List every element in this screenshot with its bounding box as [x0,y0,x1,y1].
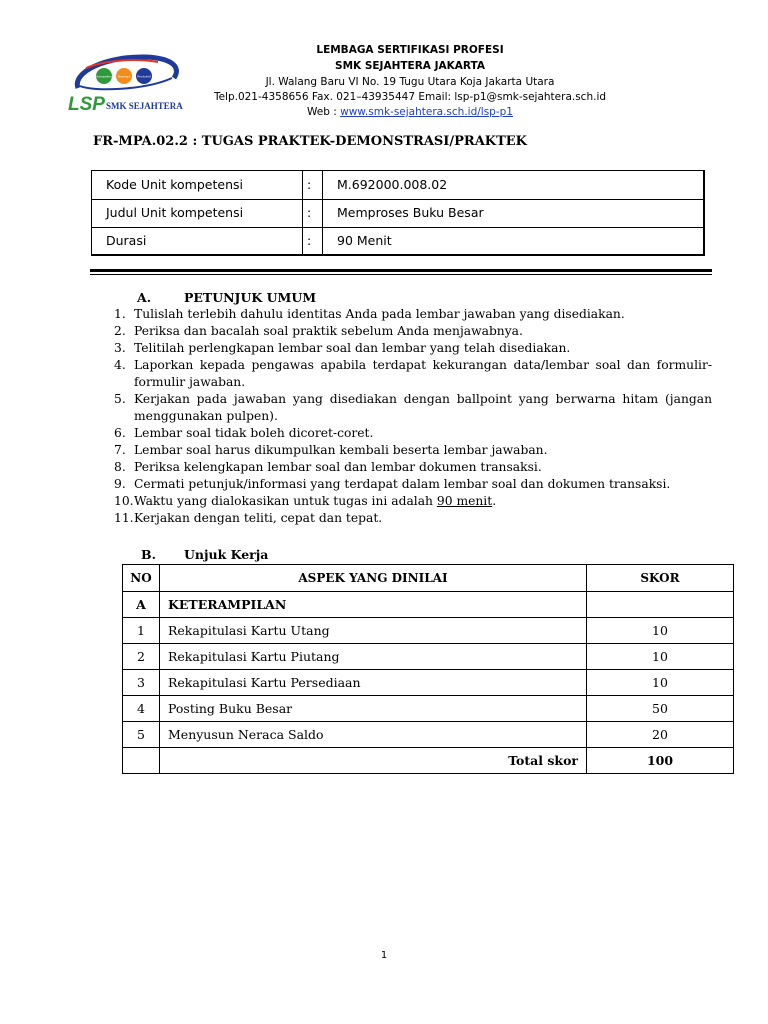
instruction-item [114,306,712,323]
instruction-number: 5. [114,392,126,406]
table-row [123,644,734,670]
total-label: Total skor [160,748,587,774]
instruction-item [114,357,712,391]
row-no: 1 [123,618,160,644]
instruction-item [114,391,712,425]
header-web-label: Web : [307,106,341,118]
divider-rule-thick [90,269,712,272]
instruction-text: Periksa kelengkapan lembar soal dan lembar dokumen transaksi. [134,460,542,474]
col-header-skor: SKOR [587,565,734,592]
instruction-item [114,476,712,493]
row-no: 2 [123,644,160,670]
row-skor: 10 [587,670,734,696]
total-value: 100 [587,748,734,774]
info-row-kode [92,171,703,200]
row-no: 3 [123,670,160,696]
row-no: 4 [123,696,160,722]
instruction-text [134,493,712,510]
info-label: Judul Unit kompetensi [106,205,244,220]
col-header-aspek: ASPEK YANG DINILAI [160,565,587,592]
section-a-letter: A. [137,290,152,305]
row-skor: 10 [587,644,734,670]
instruction-number: 3. [114,341,126,355]
row-aspek: Rekapitulasi Kartu Piutang [160,644,587,670]
group-label: KETERAMPILAN [160,592,587,618]
instruction-number: 8. [114,460,126,474]
table-total-row [123,748,734,774]
instruction-number: 2. [114,324,126,338]
section-b-title: Unjuk Kerja [184,547,269,562]
unit-info-table [91,170,705,256]
row-skor: 20 [587,722,734,748]
col-header-no: NO [123,565,160,592]
instruction-item [114,323,712,340]
total-no [123,748,160,774]
table-group-row [123,592,734,618]
instruction-text: Tulislah terlebih dahulu identitas Anda pada lembar jawaban yang disediakan. [134,307,625,321]
header-web [160,104,660,120]
row-aspek: Menyusun Neraca Saldo [160,722,587,748]
row-no: 5 [123,722,160,748]
instruction-number: 11. [114,511,134,525]
instruction-number: 4. [114,358,126,372]
instruction-text: Periksa dan bacalah soal praktik sebelum Anda menjawabnya. [134,324,523,338]
header-web-link[interactable]: www.smk-sejahtera.sch.id/lsp-p1 [340,106,513,118]
info-colon: : [307,177,312,192]
info-value: Memproses Buku Besar [337,205,484,220]
info-label: Durasi [106,233,147,248]
instruction-item [114,425,712,442]
table-header-row [123,565,734,592]
row-skor: 10 [587,618,734,644]
instruction-text: Telitilah perlengkapan lembar soal dan lembar yang telah disediakan. [134,341,571,355]
logo-school-text: SMK SEJAHTERA [106,101,183,111]
instruction-text: Kerjakan pada jawaban yang disediakan dengan ballpoint yang berwarna hitam (jangan menggunakan pulpen). [134,392,712,423]
logo-lsp-text: LSP [68,94,105,115]
row-aspek: Posting Buku Besar [160,696,587,722]
table-row [123,618,734,644]
header-contact: Telp.021-4358656 Fax. 021–43935447 Email: lsp-p1@smk-sejahtera.sch.id [213,91,607,103]
info-row-durasi [92,227,703,255]
info-label: Kode Unit kompetensi [106,177,243,192]
instruction-item [114,493,712,510]
row-aspek: Rekapitulasi Kartu Persediaan [160,670,587,696]
instruction-duration: 90 menit [436,494,493,508]
info-colon: : [307,205,312,220]
page-number: 1 [380,950,388,961]
divider-rule-thin [90,274,712,275]
table-row [123,722,734,748]
info-row-judul [92,199,703,228]
logo-circle-label-1: Kompeten [96,74,112,79]
instruction-item [114,459,712,476]
row-skor: 50 [587,696,734,722]
instruction-text: Kerjakan dengan teliti, cepat dan tepat. [134,511,383,525]
table-row [123,696,734,722]
instruction-text: Laporkan kepada pengawas apabila terdapat kekurangan data/lembar soal dan formulir-formulir jawaban. [134,358,712,389]
instruction-number: 9. [114,477,126,491]
header-address: Jl. Walang Baru VI No. 19 Tugu Utara Koja Jakarta Utara [265,76,555,88]
instruction-item [114,510,712,527]
info-colon: : [307,233,312,248]
form-title: FR-MPA.02.2 : TUGAS PRAKTEK-DEMONSTRASI/PRAKTEK [93,134,527,149]
info-value: M.692000.008.02 [337,177,448,192]
header-school: SMK SEJAHTERA JAKARTA [335,60,485,72]
instruction-text: Cermati petunjuk/informasi yang terdapat dalam lembar soal dan dokumen transaksi. [134,477,671,491]
row-aspek: Rekapitulasi Kartu Utang [160,618,587,644]
group-no: A [123,592,160,618]
instruction-number: 7. [114,443,126,457]
instruction-number: 10. [114,494,134,508]
instruction-number: 1. [114,307,126,321]
instruction-text: Lembar soal harus dikumpulkan kembali beserta lembar jawaban. [134,443,548,457]
instruction-list [114,306,712,527]
instruction-text: Lembar soal tidak boleh dicoret-coret. [134,426,374,440]
section-b-letter: B. [141,547,156,562]
header-institution: LEMBAGA SERTIFIKASI PROFESI [316,44,504,56]
info-value: 90 Menit [337,233,392,248]
logo-circle-label-3: Produktif [137,74,151,79]
instruction-number: 6. [114,426,126,440]
instruction-item [114,340,712,357]
instruction-text-start: Waktu yang dialokasikan untuk tugas ini adalah [134,494,437,508]
group-skor [587,592,734,618]
instruction-text-end: . [492,494,497,508]
score-table [122,564,734,774]
table-row [123,670,734,696]
section-a-title: PETUNJUK UMUM [184,290,317,305]
logo-circle-label-2: Terampil [117,74,131,79]
instruction-item [114,442,712,459]
